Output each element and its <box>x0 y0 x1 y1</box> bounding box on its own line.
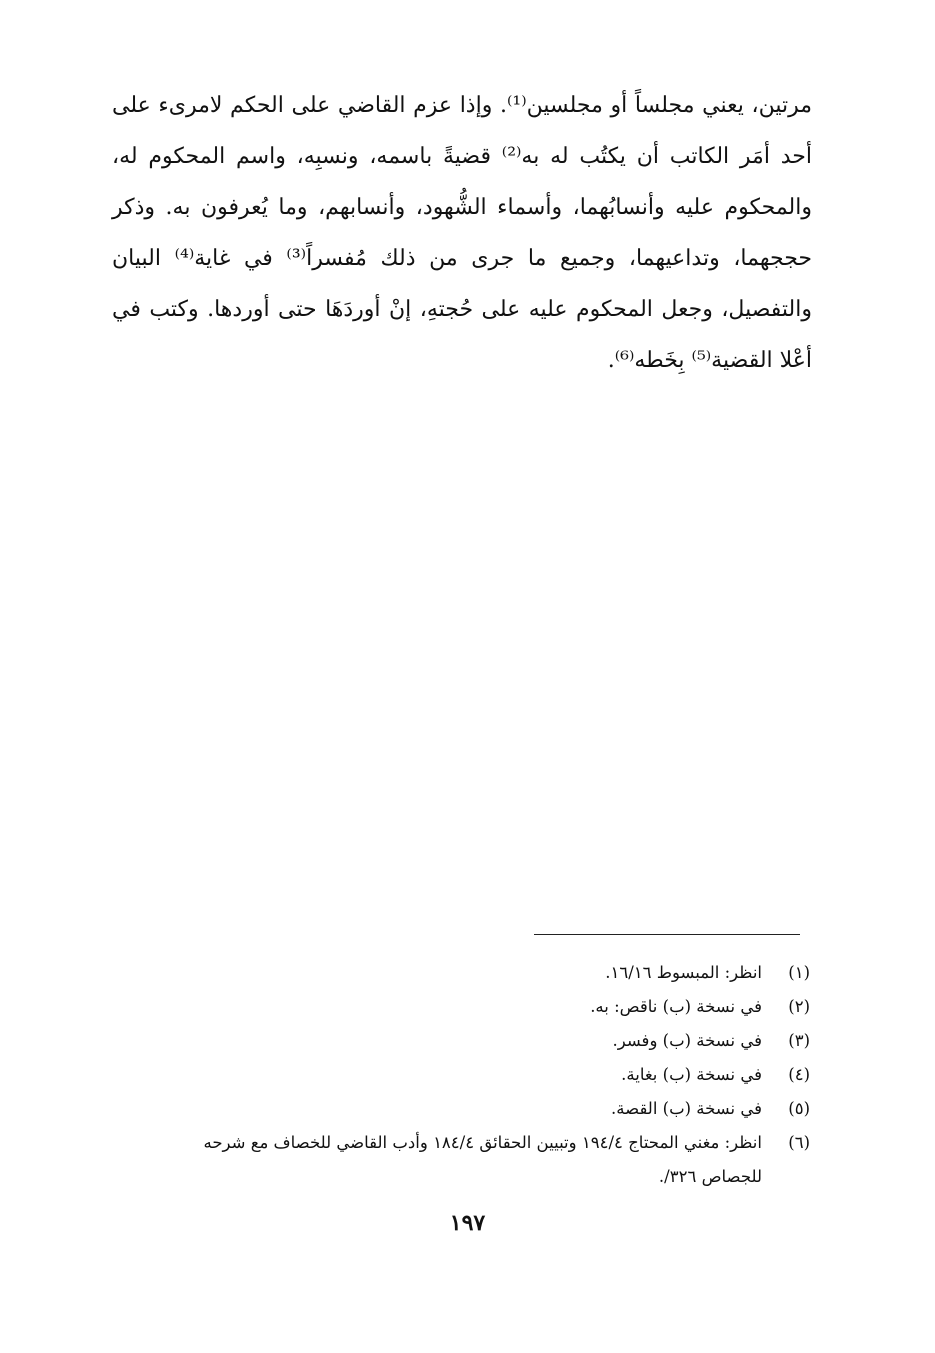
footnote-number: (٢) <box>788 997 810 1016</box>
footnote-text <box>100 956 762 990</box>
footnote-number: (٦) <box>788 1133 810 1152</box>
text-line: أعْلا القضية⁽⁵⁾ بِخَطه⁽⁶⁾. <box>607 348 812 373</box>
footnote-line: انظر: مغني المحتاج ١٩٤/٤ وتبيين الحقائق ١٨٤/٤ وأدب القاضي للخصاف مع شرحه <box>203 1133 762 1152</box>
footnote-text <box>100 1058 762 1092</box>
footnote-separator <box>534 934 800 935</box>
footnote-line: في نسخة (ب) القصة. <box>611 1099 762 1118</box>
footnote <box>100 956 810 990</box>
page-number: ١٩٧ <box>449 1210 486 1236</box>
footnote-line: انظر: المبسوط ١٦/١٦. <box>605 963 762 982</box>
text-line: حججهما، وتداعيهما، وجميع ما جرى من ذلك مُفسراً⁽³⁾ في غاية⁽⁴⁾ البيان <box>112 246 812 271</box>
footnote-line: للجصاص ٣٢٦/. <box>658 1167 762 1186</box>
text-line: والتفصيل، وجعل المحكوم عليه على حُجتهِ، إنْ أوردَهَا حتى أوردها. وكتب في <box>112 297 812 322</box>
footnote-line: في نسخة (ب) ناقص: به. <box>590 997 762 1016</box>
text-line: والمحكوم عليه وأنسابُهما، وأسماء الشُّهود، وأنسابهم، وما يُعرفون به. وذكر <box>112 195 812 220</box>
footnote-line: في نسخة (ب) وفسر. <box>612 1031 762 1050</box>
main-text <box>112 80 812 386</box>
footnote <box>100 1058 810 1092</box>
footnote-text <box>100 990 762 1024</box>
footnote-number: (٥) <box>788 1099 810 1118</box>
text-line: أحد أمَر الكاتب أن يكتُب له به⁽²⁾ قضيةً باسمه، ونسبِه، واسم المحكوم له، <box>112 144 812 169</box>
footnote-text <box>100 1092 762 1126</box>
footnote-line: في نسخة (ب) بغاية. <box>621 1065 762 1084</box>
footnote-text <box>100 1126 762 1194</box>
footnote <box>100 1126 810 1194</box>
footnote-number: (٣) <box>788 1031 810 1050</box>
text-line: مرتين، يعني مجلساً أو مجلسين⁽¹⁾. وإذا عزم القاضي على الحكم لامرىء على <box>112 93 812 118</box>
footnote-text <box>100 1024 762 1058</box>
footnote-number: (٤) <box>788 1065 810 1084</box>
footnote <box>100 990 810 1024</box>
footnotes <box>100 956 810 1194</box>
footnote <box>100 1092 810 1126</box>
footnote <box>100 1024 810 1058</box>
footnote-number: (١) <box>788 963 810 982</box>
